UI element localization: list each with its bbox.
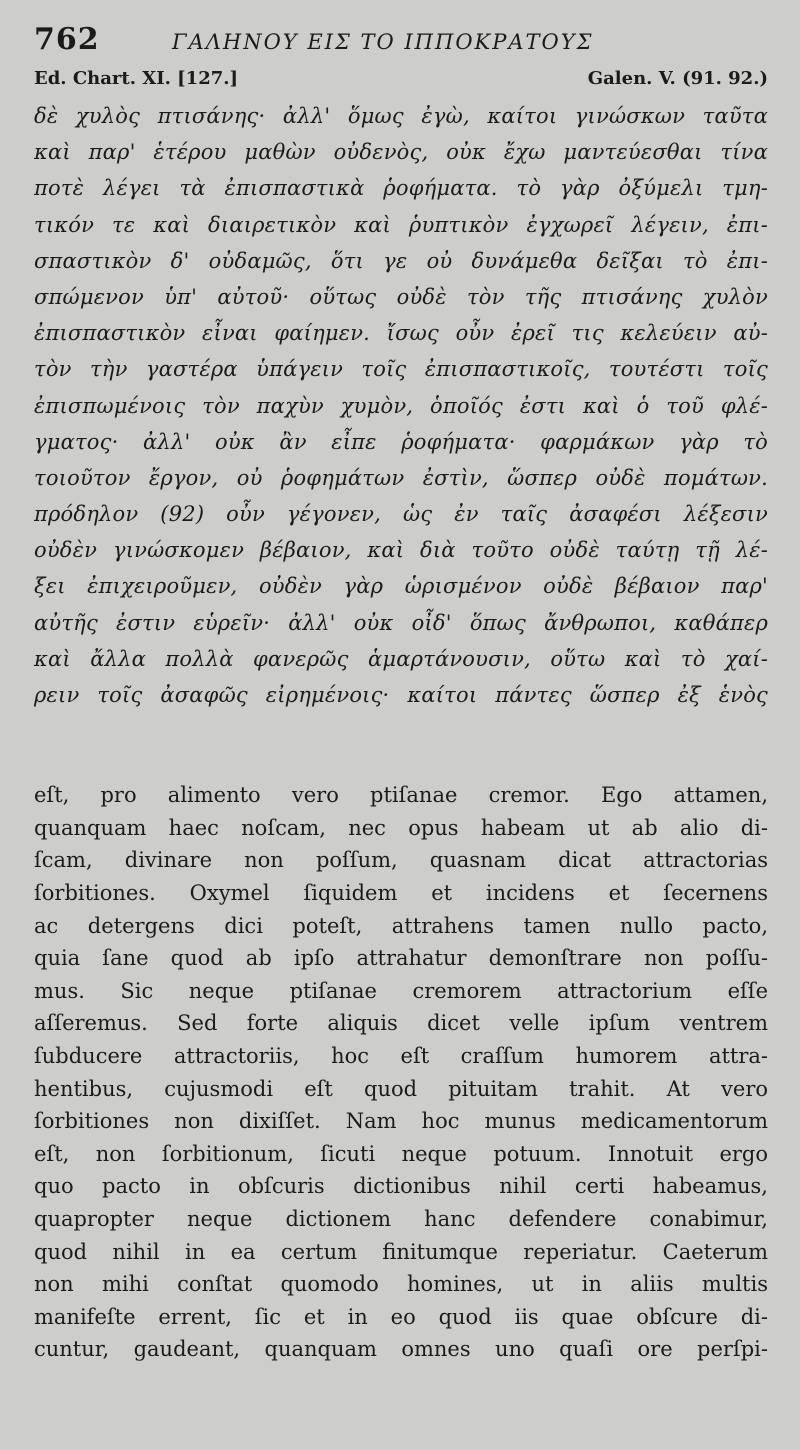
greek-line: καὶ παρ' ἑτέρου μαθὼν οὐδενὸς, οὐκ ἔχω μαντεύεσθαι τίνα	[34, 140, 768, 165]
greek-line: αὐτῆς ἐστιν εὑρεῖν· ἀλλ' οὐκ οἶδ' ὅπως ἄνθρωποι, καθάπερ	[34, 610, 768, 635]
greek-line: τὸν τὴν γαστέρα ὑπάγειν τοῖς ἐπισπαστικοῖς, τουτέστι τοῖς	[34, 357, 768, 382]
latin-text-block	[34, 779, 768, 1366]
latin-line: eſt, pro alimento vero ptiſanae cremor. Ego attamen,	[34, 783, 768, 808]
running-head	[34, 22, 768, 62]
latin-line: non mihi conſtat quomodo homines, ut in aliis multis	[34, 1272, 768, 1297]
latin-line: cuntur, gaudeant, quanquam omnes uno quaſi ore perſpi-	[34, 1337, 768, 1362]
latin-line: quanquam haec noſcam, nec opus habeam ut ab alio di-	[34, 815, 768, 840]
latin-line: quo pacto in obſcuris dictionibus nihil certi habeamus,	[34, 1174, 768, 1199]
latin-line: ac detergens dici poteſt, attrahens tamen nullo pacto,	[34, 913, 768, 938]
greek-line: ρειν τοῖς ἀσαφῶς εἰρημένοις· καίτοι πάντες ὥσπερ ἐξ ἑνὸς	[34, 683, 768, 707]
latin-line: ſcam, divinare non poſſum, quasnam dicat attractorias	[34, 848, 768, 873]
greek-line: ξει ἐπιχειροῦμεν, οὐδὲν γὰρ ὡρισμένον οὐδὲ βέβαιον παρ'	[34, 574, 768, 599]
greek-line: σπώμενον ὑπ' αὐτοῦ· οὕτως οὐδὲ τὸν τῆς πτισάνης χυλὸν	[34, 284, 768, 309]
greek-line: γματος· ἀλλ' οὐκ ἂν εἶπε ῥοφήματα· φαρμάκων γὰρ τὸ	[34, 429, 768, 454]
column-gap	[34, 713, 768, 779]
latin-line: aſſeremus. Sed forte aliquis dicet velle ipſum ventrem	[34, 1011, 768, 1036]
latin-line: eſt, non ſorbitionum, ſicuti neque potuum. Innotuit ergo	[34, 1141, 768, 1166]
greek-line: ἐπισπαστικὸν εἶναι φαίημεν. ἴσως οὖν ἐρεῖ τις κελεύειν αὐ-	[34, 321, 768, 346]
latin-line: quapropter neque dictionem hanc defendere conabimur,	[34, 1206, 768, 1231]
latin-line: ſorbitiones. Oxymel ſiquidem et incidens et ſecernens	[34, 880, 768, 905]
latin-line: manifeſte errent, ſic et in eo quod iis quae obſcure di-	[34, 1304, 768, 1329]
greek-line: τοιοῦτον ἔργον, οὐ ῥοφημάτων ἐστὶν, ὥσπερ οὐδὲ πομάτων.	[34, 465, 768, 490]
greek-text-block	[34, 98, 768, 713]
greek-line: οὐδὲν γινώσκομεν βέβαιον, καὶ διὰ τοῦτο οὐδὲ ταύτῃ τῇ λέ-	[34, 538, 768, 563]
latin-line: ſorbitiones non dixiſſet. Nam hoc munus medicamentorum	[34, 1109, 768, 1134]
greek-line: ποτὲ λέγει τὰ ἐπισπαστικὰ ῥοφήματα. τὸ γὰρ ὀξύμελι τμη-	[34, 176, 768, 201]
greek-line: σπαστικὸν δ' οὐδαμῶς, ὅτι γε οὐ δυνάμεθα δεῖξαι τὸ ἐπι-	[34, 248, 768, 273]
latin-line: ſubducere attractoriis, hoc eſt craſſum humorem attra-	[34, 1043, 768, 1068]
running-title: ΓΑΛΗΝΟΥ ΕΙΣ ΤΟ ΙΠΠΟΚΡΑΤΟΥΣ	[172, 30, 594, 54]
edition-chartier-ref: Ed. Chart. XI. [127.]	[34, 68, 239, 89]
greek-line: τικόν τε καὶ διαιρετικὸν καὶ ῥυπτικὸν ἐγχωρεῖ λέγειν, ἐπι-	[34, 212, 768, 237]
greek-line: ἐπισπωμένοις τὸν παχὺν χυμὸν, ὁποῖός ἐστι καὶ ὁ τοῦ φλέ-	[34, 393, 768, 418]
latin-line: quia ſane quod ab ipſo attrahatur demonſtrare non poſſu-	[34, 946, 768, 971]
edition-galen-ref: Galen. V. (91. 92.)	[587, 68, 768, 89]
latin-line: quod nihil in ea certum finitumque reperiatur. Caeterum	[34, 1239, 768, 1264]
page-number: 762	[34, 22, 100, 57]
greek-line: καὶ ἄλλα πολλὰ φανερῶς ἁμαρτάνουσιν, οὕτω καὶ τὸ χαί-	[34, 646, 768, 671]
greek-line: δὲ χυλὸς πτισάνης· ἀλλ' ὅμως ἐγὼ, καίτοι γινώσκων ταῦτα	[34, 104, 768, 128]
greek-line: πρόδηλον (92) οὖν γέγονεν, ὡς ἐν ταῖς ἀσαφέσι λέξεσιν	[34, 502, 768, 527]
latin-line: mus. Sic neque ptiſanae cremorem attractorium eſſe	[34, 978, 768, 1003]
edition-reference-line	[34, 68, 768, 96]
latin-line: hentibus, cujusmodi eſt quod pituitam trahit. At vero	[34, 1076, 768, 1101]
